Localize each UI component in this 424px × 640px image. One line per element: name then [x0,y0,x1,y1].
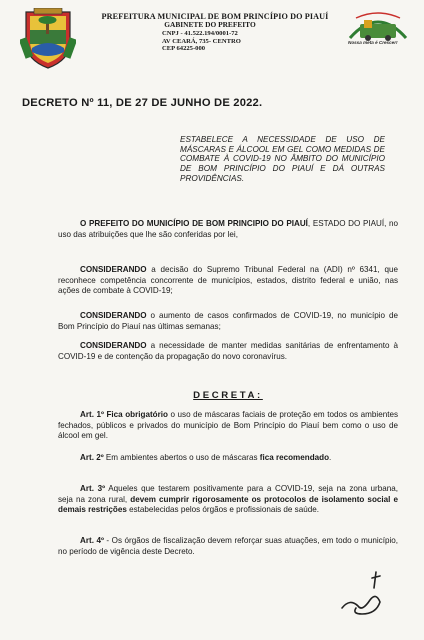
article-4-bold: Art. 4º [80,536,104,545]
article-2-end: . [329,453,332,462]
article-3-text: Aqueles que testarem positivamente para a COVID-19, seja na zona urbana, seja na zona rural, [58,484,398,504]
municipality-logo-icon [346,8,410,56]
article-4 [58,536,398,557]
article-1-text: o uso de máscaras faciais de proteção em todos os ambientes fechados, públicos e privados do município de Bom Princípio do Piauí bem como o uso de álcool em gel. [58,410,398,441]
article-2-bold: Art. 2º [80,453,104,462]
article-2-text: Em ambientes abertos o uso de máscaras [103,453,260,462]
decreta-heading: DECRETA: [193,390,263,401]
considering-1-text: a decisão do Supremo Tribunal Federal na (ADI) nº 6341, que reconhece competência concorrente de municípios, estados, distrito federal e união, nas ações de combate à COVID-19; [58,265,398,296]
cnpj-line: CNPJ - 41.522.194/0001-72 [162,29,238,37]
considering-2-text: o aumento de casos confirmados de COVID-19, no município de Bom Princípio do Piauí nas últimas semanas; [58,311,398,331]
article-1-bold: Art. 1º Fica obrigatório [80,410,168,419]
considering-1-bold: CONSIDERANDO [80,265,147,274]
considering-2 [58,311,398,332]
signature-icon [336,568,388,620]
municipal-crest-icon [20,8,76,70]
article-3-end: estabelecidas pelos órgãos e profissionais de saúde. [126,505,319,515]
article-3 [58,484,398,516]
address-line: AV CEARÁ, 735- CENTRO [162,37,241,45]
letterhead [90,12,340,53]
preamble-paragraph [58,219,398,240]
decree-title: DECRETO Nº 11, DE 27 DE JUNHO DE 2022. [22,97,263,109]
considering-3-text: a necessidade de manter medidas sanitárias de enfrentamento à COVID-19 e de contenção da propagação do novo coronavírus. [58,341,398,361]
preamble-text: , ESTADO DO PIAUÍ, no uso das atribuições que lhe são conferidas por lei, [58,219,398,239]
decree-summary: ESTABELECE A NECESSIDADE DE USO DE MÁSCARAS E ÁLCOOL EM GEL COMO MEDIDAS DE COMBATE À COVID-19 NO ÂMBITO DO MUNICÍPIO DE BOM PRINCÍPIO DO PIAUÍ E DÁ OUTRAS PROVIDÊNCIAS. [180,135,385,183]
article-3-bold-2: devem cumprir rigorosamente os protocolos de isolamento social e demais restrições [58,494,398,515]
office-name: GABINETE DO PREFEITO [164,20,256,30]
considering-3-bold: CONSIDERANDO [80,341,147,350]
considering-3 [58,341,398,362]
article-1 [58,410,398,442]
article-2-bold-2: fica recomendado [259,453,330,462]
article-3-bold: Art. 3º [80,484,106,493]
logo-slogan: Nossa meta é Crescer! [348,40,398,45]
cep-line: CEP 64225-000 [162,45,206,53]
article-2 [58,453,398,464]
municipality-name: PREFEITURA MUNICIPAL DE BOM PRINCÍPIO DO PIAUÍ [101,12,329,21]
considering-2-bold: CONSIDERANDO [80,311,147,320]
article-4-text: - Os órgãos de fiscalização devem reforçar suas atuações, em todo o município, no período de vigência deste Decreto. [58,536,398,556]
preamble-bold: O PREFEITO DO MUNICÍPIO DE BOM PRINCIPIO DO PIAUÍ [80,219,308,228]
considering-1 [58,265,398,297]
